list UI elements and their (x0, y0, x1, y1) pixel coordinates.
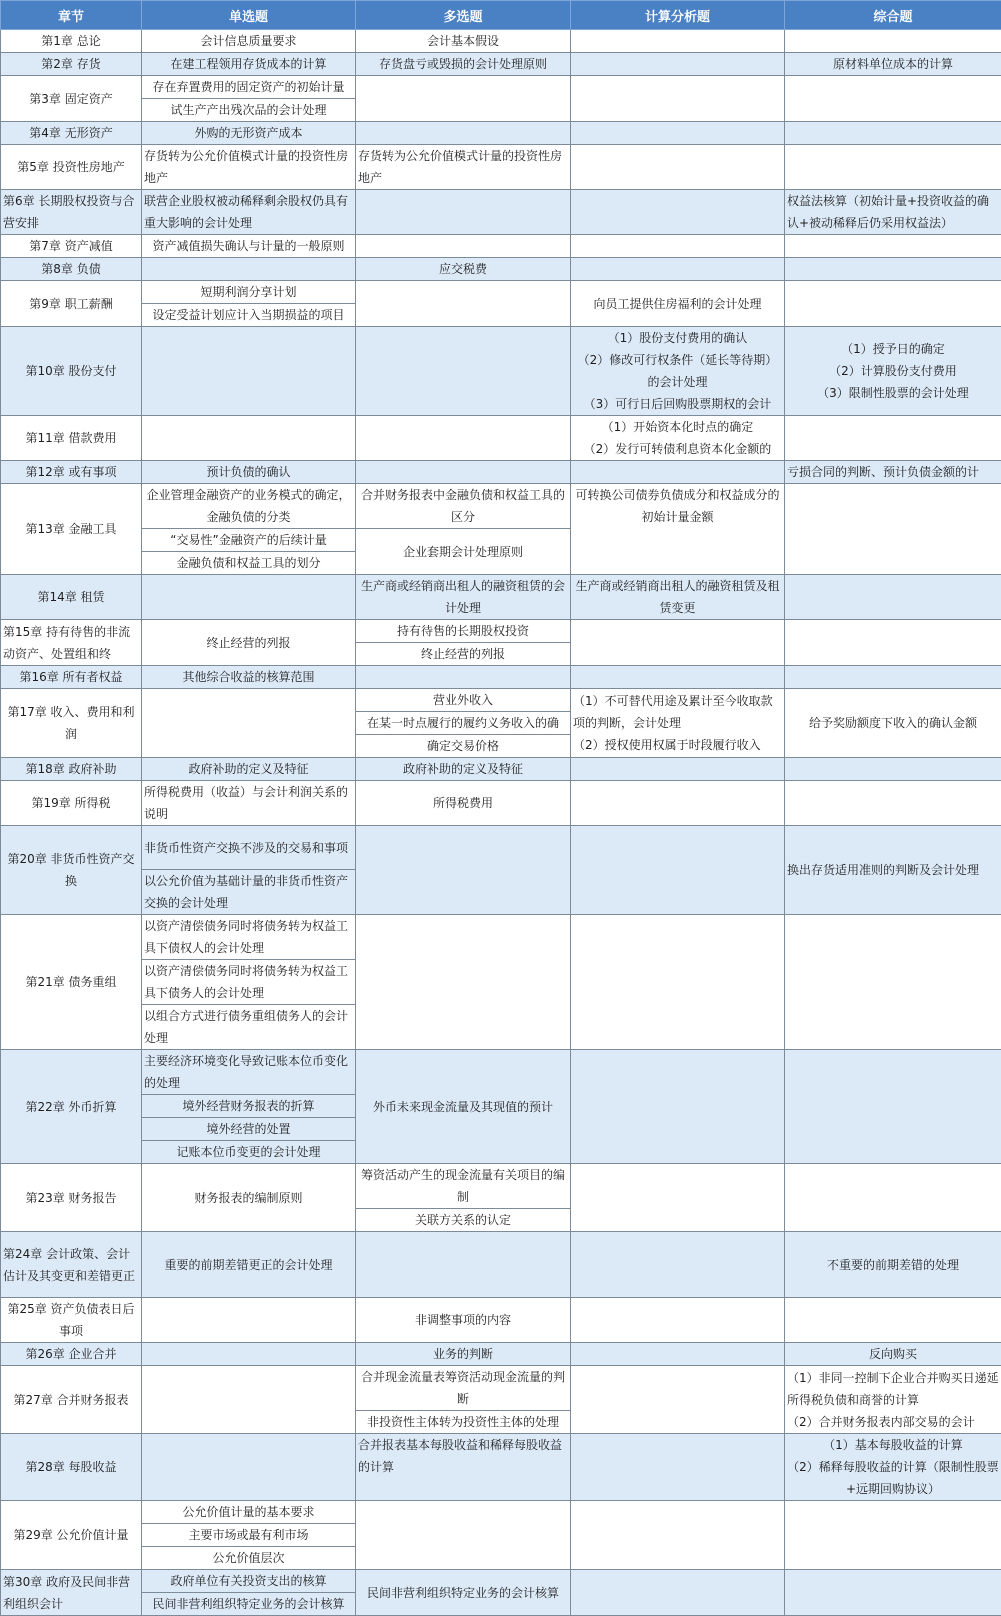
chapter-cell: 第29章 公允价值计量 (1, 1501, 142, 1570)
table-row (1, 1164, 1001, 1209)
header-calculation: 计算分析题 (571, 1, 785, 30)
table-cell (785, 416, 1001, 461)
table-cell (785, 781, 1001, 826)
chapter-cell: 第15章 持有待售的非流动资产、处置组和终 (1, 620, 142, 666)
table-cell: 记账本位币变更的会计处理 (142, 1141, 356, 1164)
table-row (1, 689, 1001, 712)
table-row (1, 416, 1001, 461)
table-cell: 其他综合收益的核算范围 (142, 666, 356, 689)
table-cell: 短期利润分享计划 (142, 281, 356, 304)
table-cell: 关联方关系的认定 (356, 1209, 571, 1232)
table-cell: 民间非营利组织特定业务的会计核算 (142, 1593, 356, 1616)
chapter-cell: 第24章 会计政策、会计估计及其变更和差错更正 (1, 1232, 142, 1298)
table-cell: 预计负债的确认 (142, 461, 356, 484)
table-cell: 在某一时点履行的履约义务收入的确 (356, 712, 571, 735)
chapter-cell: 第16章 所有者权益 (1, 666, 142, 689)
table-cell: 可转换公司债券负债成分和权益成分的初始计量金额 (571, 484, 785, 575)
table-cell (785, 484, 1001, 575)
table-cell: 不重要的前期差错的处理 (785, 1232, 1001, 1298)
header-chapter: 章节 (1, 1, 142, 30)
table-row (1, 461, 1001, 484)
table-cell (785, 1298, 1001, 1343)
chapter-cell: 第6章 长期股权投资与合营安排 (1, 190, 142, 235)
table-cell: 权益法核算（初始计量+投资收益的确认+被动稀释后仍采用权益法） (785, 190, 1001, 235)
table-cell: 以公允价值为基础计量的非货币性资产交换的会计处理 (142, 870, 356, 915)
table-cell (356, 281, 571, 327)
chapter-cell: 第30章 政府及民间非营利组织会计 (1, 1570, 142, 1616)
table-cell: 公允价值计量的基本要求 (142, 1501, 356, 1524)
table-cell (785, 1050, 1001, 1164)
header-single-choice: 单选题 (142, 1, 356, 30)
header-multiple-choice: 多选题 (356, 1, 571, 30)
table-cell (571, 76, 785, 122)
table-row (1, 53, 1001, 76)
header-row (1, 1, 1001, 30)
table-row (1, 666, 1001, 689)
table-row (1, 1343, 1001, 1366)
table-cell: 终止经营的列报 (356, 643, 571, 666)
chapter-cell: 第25章 资产负债表日后事项 (1, 1298, 142, 1343)
chapter-cell: 第3章 固定资产 (1, 76, 142, 122)
table-cell: 生产商或经销商出租人的融资租赁及租赁变更 (571, 575, 785, 620)
table-cell (356, 327, 571, 416)
table-cell (356, 1232, 571, 1298)
table-cell (785, 235, 1001, 258)
table-cell: 业务的判断 (356, 1343, 571, 1366)
table-cell (571, 915, 785, 1050)
table-cell: 重要的前期差错更正的会计处理 (142, 1232, 356, 1298)
table-row (1, 1366, 1001, 1411)
table-row (1, 575, 1001, 620)
table-row (1, 1050, 1001, 1095)
chapter-cell: 第19章 所得税 (1, 781, 142, 826)
table-cell (142, 575, 356, 620)
table-cell (785, 76, 1001, 122)
table-cell: 以资产清偿债务同时将债务转为权益工具下债权人的会计处理 (142, 915, 356, 960)
table-cell (571, 1232, 785, 1298)
table-cell (571, 781, 785, 826)
table-row (1, 758, 1001, 781)
table-cell: 会计信息质量要求 (142, 30, 356, 53)
chapter-cell: 第22章 外币折算 (1, 1050, 142, 1164)
table-cell (571, 666, 785, 689)
chapter-cell: 第21章 债务重组 (1, 915, 142, 1050)
table-cell (356, 416, 571, 461)
table-cell: 外购的无形资产成本 (142, 122, 356, 145)
table-cell: 应交税费 (356, 258, 571, 281)
table-row (1, 258, 1001, 281)
table-cell (785, 758, 1001, 781)
table-cell (571, 190, 785, 235)
table-cell: 以组合方式进行债务重组债务人的会计处理 (142, 1005, 356, 1050)
chapter-cell: 第17章 收入、费用和利润 (1, 689, 142, 758)
table-cell (142, 1434, 356, 1501)
chapter-cell: 第14章 租赁 (1, 575, 142, 620)
table-cell: （1）开始资本化时点的确定 （2）发行可转债利息资本化金额的 (571, 416, 785, 461)
table-row (1, 190, 1001, 235)
table-cell (142, 416, 356, 461)
table-cell (785, 1164, 1001, 1232)
table-cell: 试生产产出残次品的会计处理 (142, 99, 356, 122)
table-cell (785, 620, 1001, 666)
table-cell: 联营企业股权被动稀释剩余股权仍具有重大影响的会计处理 (142, 190, 356, 235)
table-cell: 非调整事项的内容 (356, 1298, 571, 1343)
chapter-cell: 第28章 每股收益 (1, 1434, 142, 1501)
table-cell (785, 258, 1001, 281)
table-cell: 存在弃置费用的固定资产的初始计量 (142, 76, 356, 99)
table-cell: 政府单位有关投资支出的核算 (142, 1570, 356, 1593)
chapter-cell: 第20章 非货币性资产交换 (1, 826, 142, 915)
table-cell (571, 1050, 785, 1164)
chapter-cell: 第2章 存货 (1, 53, 142, 76)
table-cell (785, 1501, 1001, 1570)
table-cell (785, 145, 1001, 190)
table-cell (785, 30, 1001, 53)
table-row (1, 1570, 1001, 1593)
table-row (1, 1298, 1001, 1343)
table-cell: 确定交易价格 (356, 735, 571, 758)
chapter-cell: 第18章 政府补助 (1, 758, 142, 781)
table-cell: （1）非同一控制下企业合并购买日递延所得税负债和商誉的计算 （2）合并财务报表内部交易的会计 (785, 1366, 1001, 1434)
table-cell (571, 1570, 785, 1616)
table-cell: 以资产清偿债务同时将债务转为权益工具下债务人的会计处理 (142, 960, 356, 1005)
table-cell: 会计基本假设 (356, 30, 571, 53)
table-cell (571, 1298, 785, 1343)
table-cell: 筹资活动产生的现金流量有关项目的编制 (356, 1164, 571, 1209)
table-cell (571, 258, 785, 281)
table-row (1, 327, 1001, 416)
table-cell (571, 1164, 785, 1232)
table-cell: （1）基本每股收益的计算 （2）稀释每股收益的计算（限制性股票+远期回购协议） (785, 1434, 1001, 1501)
table-cell: （1）授予日的确定 （2）计算股份支付费用 （3）限制性股票的会计处理 (785, 327, 1001, 416)
table-cell (356, 666, 571, 689)
table-cell: 在建工程领用存货成本的计算 (142, 53, 356, 76)
table-cell (571, 1501, 785, 1570)
table-cell: 反向购买 (785, 1343, 1001, 1366)
chapter-cell: 第9章 职工薪酬 (1, 281, 142, 327)
table-cell: 存货转为公允价值模式计量的投资性房地产 (142, 145, 356, 190)
table-cell: 企业套期会计处理原则 (356, 529, 571, 575)
table-cell (785, 281, 1001, 327)
table-cell (356, 122, 571, 145)
table-cell (571, 30, 785, 53)
table-cell: 生产商或经销商出租人的融资租赁的会计处理 (356, 575, 571, 620)
table-cell (356, 76, 571, 122)
table-cell (356, 915, 571, 1050)
table-row (1, 620, 1001, 643)
table-cell: 存货转为公允价值模式计量的投资性房地产 (356, 145, 571, 190)
table-cell (571, 461, 785, 484)
table-cell (142, 1366, 356, 1434)
table-cell: 设定受益计划应计入当期损益的项目 (142, 304, 356, 327)
table-cell: 政府补助的定义及特征 (356, 758, 571, 781)
table-cell: 公允价值层次 (142, 1547, 356, 1570)
table-cell: （1）股份支付费用的确认 （2）修改可行权条件（延长等待期）的会计处理 （3）可行日后回购股票期权的会计 (571, 327, 785, 416)
table-cell (571, 758, 785, 781)
table-row (1, 1434, 1001, 1501)
table-cell (356, 1501, 571, 1570)
table-row (1, 1501, 1001, 1524)
table-cell: “交易性”金融资产的后续计量 (142, 529, 356, 552)
chapter-cell: 第8章 负债 (1, 258, 142, 281)
table-row (1, 1232, 1001, 1298)
table-cell: 财务报表的编制原则 (142, 1164, 356, 1232)
table-cell: 所得税费用（收益）与会计利润关系的说明 (142, 781, 356, 826)
table-cell: 主要经济环境变化导致记账本位币变化的处理 (142, 1050, 356, 1095)
table-cell (571, 145, 785, 190)
table-cell: 合并财务报表中金融负债和权益工具的区分 (356, 484, 571, 529)
table-cell: 存货盘亏或毁损的会计处理原则 (356, 53, 571, 76)
table-cell: 民间非营利组织特定业务的会计核算 (356, 1570, 571, 1616)
table-cell (571, 1343, 785, 1366)
table-cell (356, 190, 571, 235)
chapter-cell: 第4章 无形资产 (1, 122, 142, 145)
table-cell: 所得税费用 (356, 781, 571, 826)
chapter-cell: 第10章 股份支付 (1, 327, 142, 416)
table-cell: 向员工提供住房福利的会计处理 (571, 281, 785, 327)
table-cell: 持有待售的长期股权投资 (356, 620, 571, 643)
table-cell: （1）不可替代用途及累计至今收取款项的判断，会计处理 （2）授权使用权属于时段履行收入 (571, 689, 785, 758)
table-cell: 境外经营的处置 (142, 1118, 356, 1141)
table-cell: 营业外收入 (356, 689, 571, 712)
table-row (1, 484, 1001, 529)
table-cell (571, 53, 785, 76)
table-cell: 资产减值损失确认与计量的一般原则 (142, 235, 356, 258)
table-cell: 终止经营的列报 (142, 620, 356, 666)
table-cell: 非投资性主体转为投资性主体的处理 (356, 1411, 571, 1434)
chapter-cell: 第7章 资产减值 (1, 235, 142, 258)
chapter-cell: 第26章 企业合并 (1, 1343, 142, 1366)
table-row (1, 145, 1001, 190)
table-cell: 外币未来现金流量及其现值的预计 (356, 1050, 571, 1164)
table-cell: 主要市场或最有利市场 (142, 1524, 356, 1547)
table-cell (785, 1570, 1001, 1616)
table-cell (142, 327, 356, 416)
table-cell (571, 620, 785, 666)
table-cell: 原材料单位成本的计算 (785, 53, 1001, 76)
table-cell (356, 826, 571, 915)
table-cell (785, 575, 1001, 620)
table-row (1, 30, 1001, 53)
table-cell: 企业管理金融资产的业务模式的确定，金融负债的分类 (142, 484, 356, 529)
table-row (1, 281, 1001, 304)
table-cell (356, 235, 571, 258)
table-cell (142, 258, 356, 281)
table-row (1, 76, 1001, 99)
table-cell (785, 915, 1001, 1050)
header-comprehensive: 综合题 (785, 1, 1001, 30)
table-cell (142, 1298, 356, 1343)
table-cell (785, 122, 1001, 145)
table-cell (571, 1434, 785, 1501)
table-cell (571, 1366, 785, 1434)
table-cell (571, 826, 785, 915)
table-cell (142, 689, 356, 758)
table-row (1, 781, 1001, 826)
chapter-cell: 第23章 财务报告 (1, 1164, 142, 1232)
table-cell: 给予奖励额度下收入的确认金额 (785, 689, 1001, 758)
chapter-cell: 第13章 金融工具 (1, 484, 142, 575)
table-row (1, 915, 1001, 960)
table-cell: 政府补助的定义及特征 (142, 758, 356, 781)
table-cell: 非货币性资产交换不涉及的交易和事项 (142, 826, 356, 870)
table-cell: 金融负债和权益工具的划分 (142, 552, 356, 575)
chapter-cell: 第11章 借款费用 (1, 416, 142, 461)
table-cell (571, 235, 785, 258)
chapter-cell: 第12章 或有事项 (1, 461, 142, 484)
chapter-cell: 第5章 投资性房地产 (1, 145, 142, 190)
table-cell: 亏损合同的判断、预计负债金额的计 (785, 461, 1001, 484)
table-cell: 合并现金流量表筹资活动现金流量的判断 (356, 1366, 571, 1411)
table-cell (785, 666, 1001, 689)
table-cell: 合并报表基本每股收益和稀释每股收益的计算 (356, 1434, 571, 1501)
table-cell (571, 122, 785, 145)
table-row (1, 235, 1001, 258)
table-cell (142, 1343, 356, 1366)
table-cell: 境外经营财务报表的折算 (142, 1095, 356, 1118)
chapter-cell: 第1章 总论 (1, 30, 142, 53)
table-row (1, 826, 1001, 870)
chapter-cell: 第27章 合并财务报表 (1, 1366, 142, 1434)
table-row (1, 122, 1001, 145)
table-cell: 换出存货适用准则的判断及会计处理 (785, 826, 1001, 915)
table-cell (356, 461, 571, 484)
